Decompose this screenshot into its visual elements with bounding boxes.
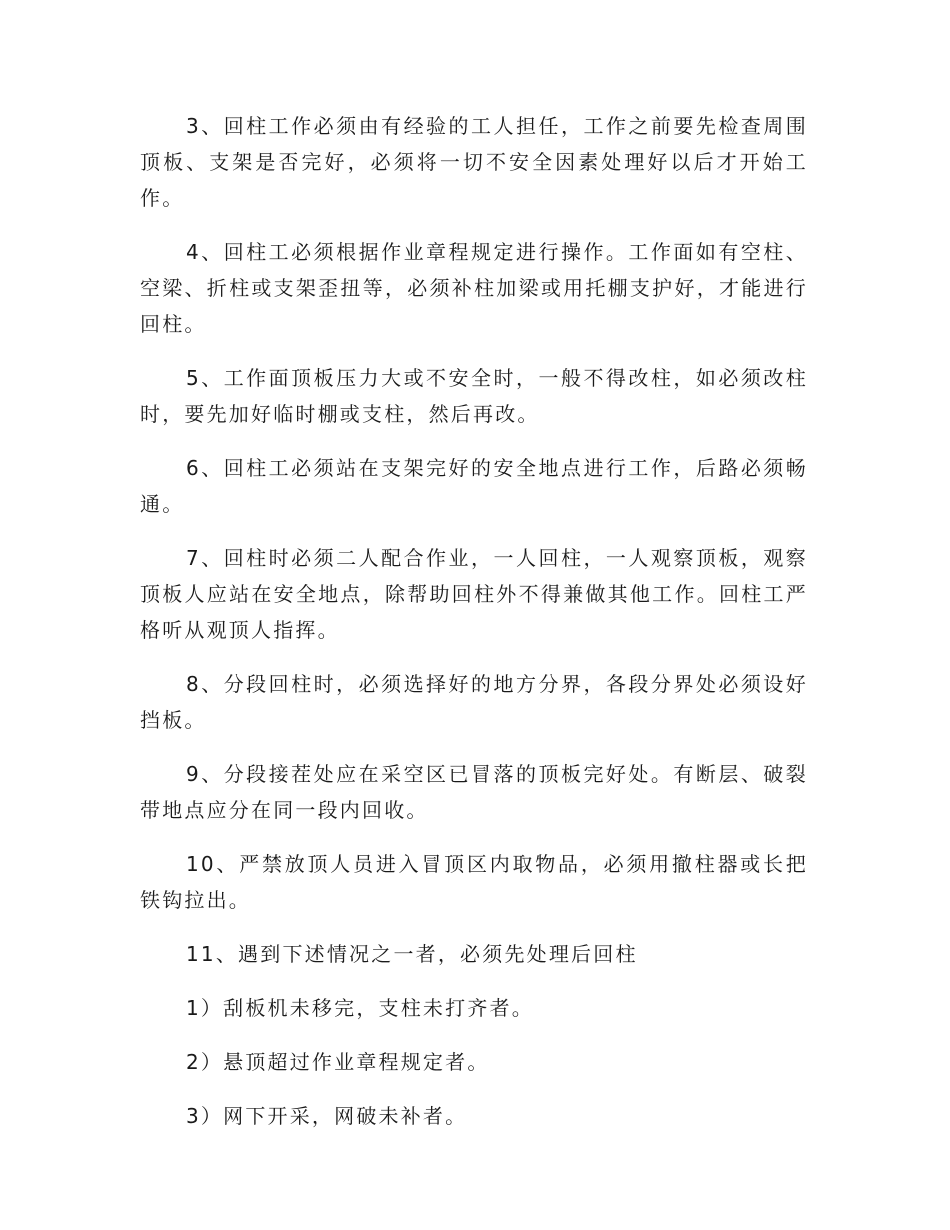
list-item-2: 2）悬顶超过作业章程规定者。: [186, 1050, 490, 1074]
paragraph-11: 11、遇到下述情况之一者，必须先处理后回柱: [186, 942, 638, 966]
paragraph-8: 8、分段回柱时，必须选择好的地方分界，各段分界处必须设好挡板。: [140, 672, 808, 732]
paragraph-5: 5、工作面顶板压力大或不安全时，一般不得改柱，如必须改柱时，要先加好临时棚或支柱，然后再改。: [140, 366, 808, 426]
list-item-1: 1）刮板机未移完，支柱未打齐者。: [186, 996, 534, 1020]
document-body: [140, 108, 808, 1152]
paragraph-10: 10、严禁放顶人员进入冒顶区内取物品，必须用撤柱器或长把铁钩拉出。: [140, 852, 808, 912]
paragraph-6: 6、回柱工必须站在支架完好的安全地点进行工作，后路必须畅通。: [140, 456, 808, 516]
paragraph-3: 3、回柱工作必须由有经验的工人担任，工作之前要先检查周围顶板、支架是否完好，必须将一切不安全因素处理好以后才开始工作。: [140, 114, 808, 210]
list-item-3: 3）网下开采，网破未补者。: [186, 1104, 468, 1128]
paragraph-4: 4、回柱工必须根据作业章程规定进行操作。工作面如有空柱、空梁、折柱或支架歪扭等，必须补柱加梁或用托棚支护好，才能进行回柱。: [140, 240, 808, 336]
paragraph-9: 9、分段接茬处应在采空区已冒落的顶板完好处。有断层、破裂带地点应分在同一段内回收。: [140, 762, 808, 822]
paragraph-7: 7、回柱时必须二人配合作业，一人回柱，一人观察顶板，观察顶板人应站在安全地点，除帮助回柱外不得兼做其他工作。回柱工严格听从观顶人指挥。: [140, 546, 808, 642]
